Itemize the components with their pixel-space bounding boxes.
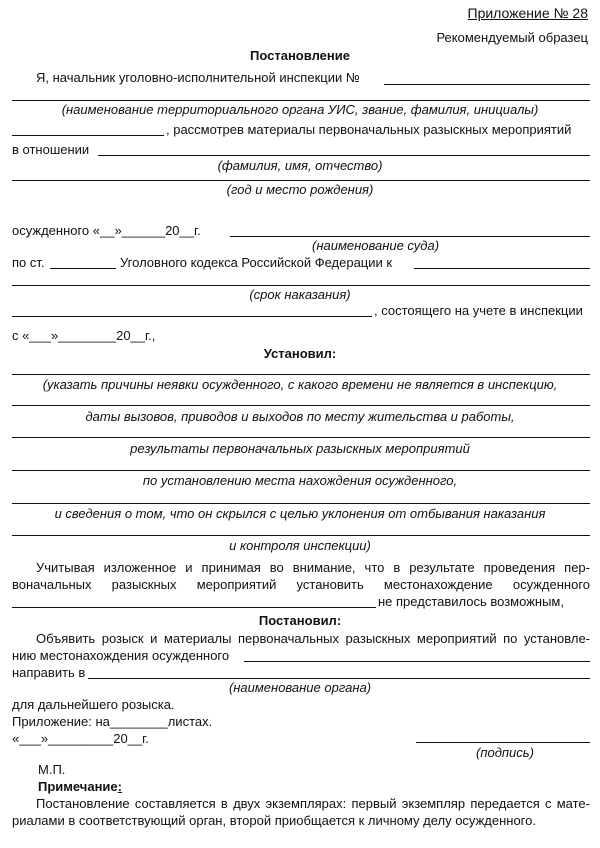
location-line <box>12 470 590 471</box>
authority-continuation-line <box>12 135 164 136</box>
para-declare-2: нию местонахождения осужденного <box>12 648 230 663</box>
title-resolution: Постановление <box>250 48 350 63</box>
control-line <box>12 535 590 536</box>
convicted-text: осужденного «__»______20__г. <box>12 223 201 238</box>
hint-evasion: и сведения о том, что он скрылся с целью уклонения от отбывания наказания <box>54 506 546 521</box>
hint-authority: (наименование территориального органа УИС, звание, фамилия, инициалы) <box>61 102 539 117</box>
fio-line <box>98 155 590 156</box>
hint-reasons: (указать причины неявки осужденного, с какого времени не является в инспекцию, <box>42 377 558 392</box>
sample-label: Рекомендуемый образец <box>436 30 588 45</box>
note-title-wrap <box>38 779 122 794</box>
reasons-line <box>12 374 590 375</box>
further-search-text: для дальнейшего розыска. <box>12 697 175 712</box>
hint-location: по установлению места нахождения осужденного, <box>142 473 458 488</box>
review-text: , рассмотрев материалы первоначальных разыскных мероприятий <box>166 122 572 137</box>
birth-line <box>12 180 590 181</box>
note-title: Примечание <box>38 779 118 794</box>
not-possible-text: не представилось возможным, <box>378 594 564 609</box>
hint-dates: даты вызовов, приводов и выходов по месту жительства и работы, <box>85 409 515 424</box>
stamp-text: М.П. <box>38 762 66 777</box>
para-considering-1: Учитывая изложенное и принимая во внимание, что в результате проведения пер- <box>36 560 590 575</box>
results-line <box>12 437 590 438</box>
term-line-start <box>414 268 590 269</box>
inspection-number-line <box>384 84 590 85</box>
court-line <box>230 236 590 237</box>
authority-line <box>12 100 590 101</box>
convict-name-line <box>12 607 376 608</box>
intro-text: Я, начальник уголовно-исполнительной инспекции № <box>36 70 360 85</box>
hint-agency: (наименование органа) <box>228 680 372 695</box>
convict-name-line-2 <box>244 661 590 662</box>
since-text: с «___»________20__г., <box>12 328 156 343</box>
date-text: «___»_________20__г. <box>12 731 149 746</box>
note-line-2: риалами в соответствующий орган, второй приобщается к личному делу осужденного. <box>12 813 536 828</box>
para-considering-2: воначальных разыскных мероприятий установить местонахождение осужденного <box>12 577 590 592</box>
article-line <box>50 268 116 269</box>
hint-control: и контроля инспекции) <box>229 538 371 553</box>
regarding-text: в отношении <box>12 142 90 157</box>
title-resolved: Постановил: <box>258 613 342 628</box>
hint-term: (срок наказания) <box>249 287 351 302</box>
registered-line <box>12 316 372 317</box>
note-line-1: Постановление составляется в двух экземплярах: первый экземпляр передается с мате- <box>36 796 590 811</box>
signature-line <box>416 742 590 743</box>
para-declare-1: Объявить розыск и материалы первоначальных разыскных мероприятий по установле- <box>36 631 590 646</box>
term-line <box>12 285 590 286</box>
hint-court: (наименование суда) <box>312 238 440 253</box>
registered-text: , состоящего на учете в инспекции <box>374 303 583 318</box>
hint-signature: (подпись) <box>476 745 534 760</box>
agency-line <box>88 678 590 679</box>
hint-fio: (фамилия, имя, отчество) <box>217 158 383 173</box>
dates-line <box>12 405 590 406</box>
hint-birth: (год и место рождения) <box>226 182 374 197</box>
hint-results: результаты первоначальных разыскных мероприятий <box>130 441 470 456</box>
note-colon: : <box>117 779 122 794</box>
attachment-text: Приложение: на________листах. <box>12 714 213 729</box>
title-established: Установил: <box>263 346 337 361</box>
article-prefix: по ст. <box>12 255 45 270</box>
send-to-text: направить в <box>12 665 86 680</box>
appendix-label: Приложение № 28 <box>467 5 588 21</box>
evasion-line <box>12 503 590 504</box>
article-suffix: Уголовного кодекса Российской Федерации к <box>120 255 393 270</box>
